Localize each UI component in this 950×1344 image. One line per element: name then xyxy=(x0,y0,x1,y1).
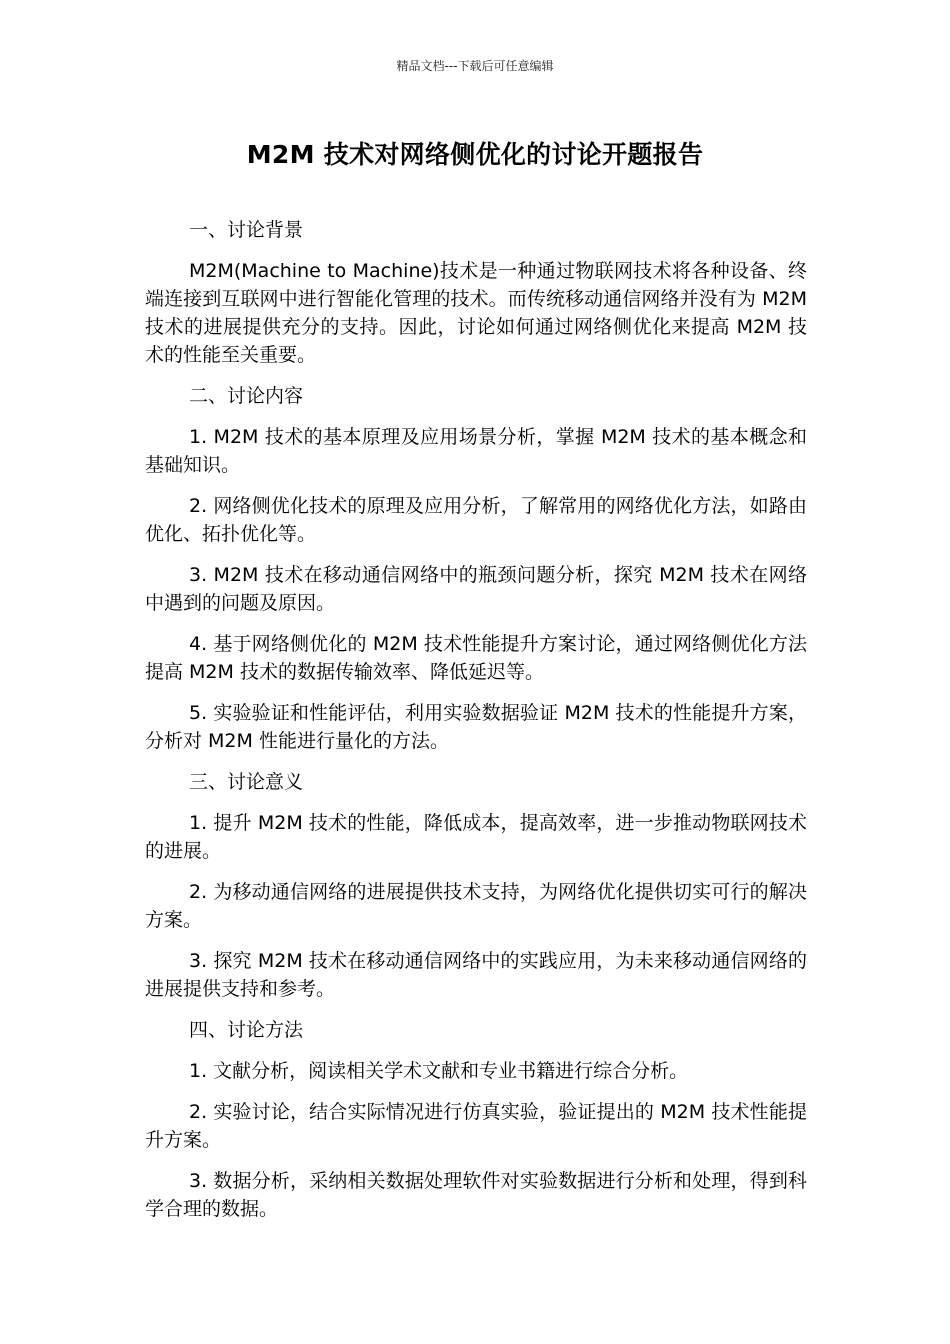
section-heading-methods: 四、讨论方法 xyxy=(189,1019,304,1041)
paragraph: 1. M2M 技术的基本原理及应用场景分析，掌握 M2M 技术的基本概念和基础知识。 xyxy=(145,426,807,476)
paragraph: 1. 提升 M2M 技术的性能，降低成本，提高效率，进一步推动物联网技术的进展。 xyxy=(145,812,807,862)
page-header: 精品文档---下载后可任意编辑 xyxy=(396,59,554,73)
paragraph: 2. 网络侧优化技术的原理及应用分析，了解常用的网络优化方法，如路由优化、拓扑优化等。 xyxy=(145,495,807,545)
section-heading-significance: 三、讨论意义 xyxy=(189,771,304,793)
paragraph: 4. 基于网络侧优化的 M2M 技术性能提升方案讨论，通过网络侧优化方法提高 M2M 技术的数据传输效率、降低延迟等。 xyxy=(145,633,807,683)
section-heading-content: 二、讨论内容 xyxy=(189,385,304,407)
paragraph: 2. 为移动通信网络的进展提供技术支持，为网络优化提供切实可行的解决方案。 xyxy=(145,881,807,931)
paragraph: 3. 数据分析，采纳相关数据处理软件对实验数据进行分析和处理，得到科学合理的数据。 xyxy=(145,1170,807,1220)
paragraph: 2. 实验讨论，结合实际情况进行仿真实验，验证提出的 M2M 技术性能提升方案。 xyxy=(145,1101,807,1151)
paragraph: 3. M2M 技术在移动通信网络中的瓶颈问题分析，探究 M2M 技术在网络中遇到的问题及原因。 xyxy=(145,564,807,614)
paragraph: 5. 实验验证和性能评估，利用实验数据验证 M2M 技术的性能提升方案，分析对 M2M 性能进行量化的方法。 xyxy=(145,702,807,752)
paragraph: 3. 探究 M2M 技术在移动通信网络中的实践应用，为未来移动通信网络的进展提供支持和参考。 xyxy=(145,950,807,1000)
document-body xyxy=(145,216,807,1236)
section-heading-background: 一、讨论背景 xyxy=(189,219,304,241)
document-title: M2M 技术对网络侧优化的讨论开题报告 xyxy=(246,140,704,169)
paragraph: M2M(Machine to Machine)技术是一种通过物联网技术将各种设备、终端连接到互联网中进行智能化管理的技术。而传统移动通信网络并没有为 M2M 技术的进展提供充分的支持。因此，讨论如何通过网络侧优化来提高 M2M 技术的性能至关重要。 xyxy=(145,260,807,366)
paragraph: 1. 文献分析，阅读相关学术文献和专业书籍进行综合分析。 xyxy=(189,1060,689,1082)
